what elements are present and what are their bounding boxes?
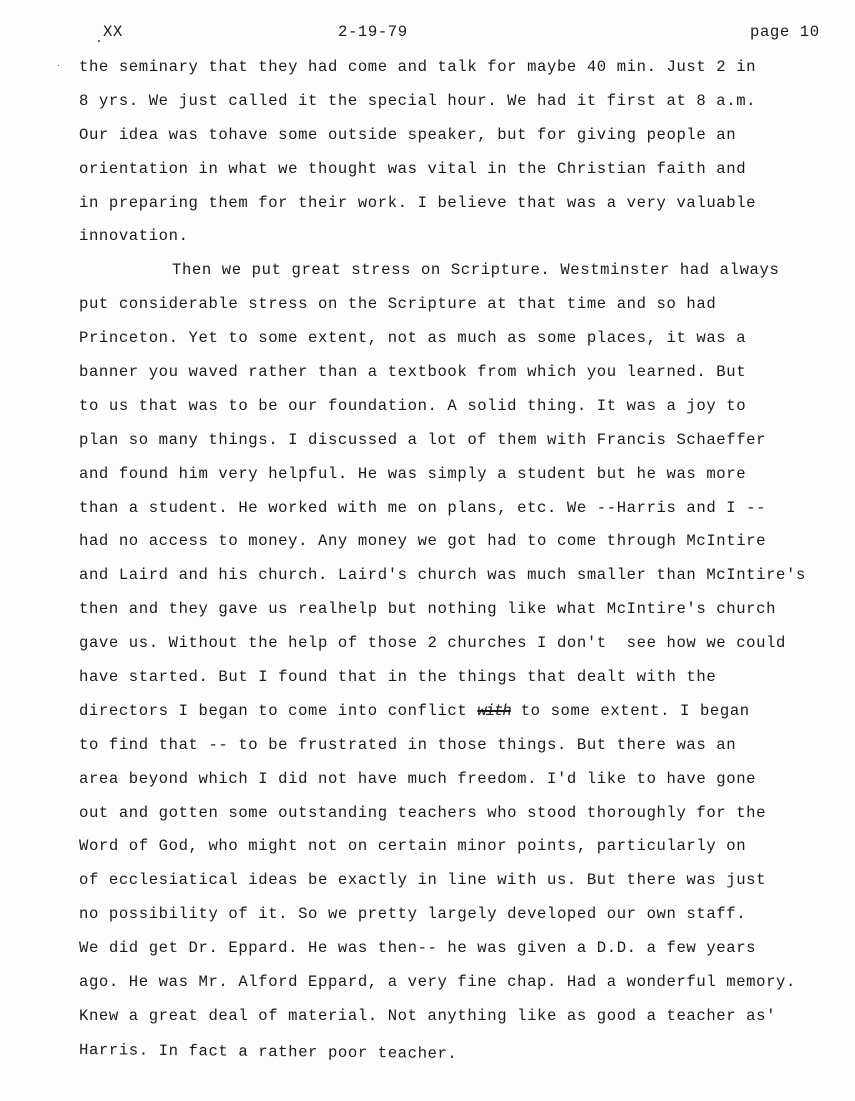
text-line: plan so many things. I discussed a lot of them with Francis Schaeffer	[79, 430, 767, 449]
text-line: gave us. Without the help of those 2 churches I don't see how we could	[79, 634, 787, 653]
text-line: in preparing them for their work. I believe that was a very valuable	[79, 193, 757, 212]
text-line-with-strikeout	[79, 700, 839, 734]
text-line: Princeton. Yet to some extent, not as much as some places, it was a	[79, 329, 747, 348]
ink-speck	[58, 65, 59, 66]
text-line: orientation in what we thought was vital in the Christian faith and	[79, 159, 747, 178]
text-line: innovation.	[79, 227, 189, 246]
paragraph-start-line: Then we put great stress on Scripture. Westminster had always	[172, 261, 780, 280]
text-line: the seminary that they had come and talk for maybe 40 min. Just 2 in	[79, 58, 757, 76]
text-line: Knew a great deal of material. Not anything like as good a teacher as'	[79, 1006, 777, 1025]
text-line: out and gotten some outstanding teachers who stood thoroughly for the	[79, 803, 767, 822]
text-line: area beyond which I did not have much freedom. I'd like to have gone	[79, 769, 757, 788]
header-code: XX	[103, 23, 123, 41]
text-line: to find that -- to be frustrated in those things. But there was an	[79, 735, 737, 754]
text-line: ago. He was Mr. Alford Eppard, a very fine chap. Had a wonderful memory.	[79, 973, 796, 992]
text-segment: to some extent. I began	[510, 701, 750, 720]
text-line: We did get Dr. Eppard. He was then-- he was given a D.D. a few years	[79, 939, 757, 958]
text-line: than a student. He worked with me on plans, etc. We --Harris and I --	[79, 498, 767, 517]
text-line: then and they gave us realhelp but nothing like what McIntire's church	[79, 600, 777, 619]
text-line: Our idea was tohave some outside speaker, but for giving people an	[79, 125, 737, 144]
text-line: banner you waved rather than a textbook from which you learned. But	[79, 363, 747, 382]
header-page-number: page 10	[750, 23, 820, 41]
text-line: Word of God, who might not on certain minor points, particularly on	[79, 837, 747, 856]
header-date: 2-19-79	[338, 23, 408, 41]
text-line: of ecclesiatical ideas be exactly in line with us. But there was just	[79, 871, 767, 890]
text-line: Harris. In fact a rather poor teacher.	[78, 1040, 458, 1063]
struck-out-word: with	[477, 701, 511, 720]
text-segment: directors I began to come into conflict	[79, 701, 468, 720]
body-text	[79, 56, 839, 1073]
text-line: have started. But I found that in the things that dealt with the	[79, 668, 717, 687]
text-line: no possibility of it. So we pretty largely developed our own staff.	[79, 905, 747, 924]
text-line: to us that was to be our foundation. A solid thing. It was a joy to	[79, 396, 747, 415]
text-line: and Laird and his church. Laird's church was much smaller than McIntire's	[79, 566, 806, 585]
text-line: 8 yrs. We just called it the special hour. We had it first at 8 a.m.	[79, 91, 757, 110]
text-line: had no access to money. Any money we got had to come through McIntire	[79, 532, 767, 551]
text-line: and found him very helpful. He was simply a student but he was more	[79, 464, 747, 483]
ink-speck	[98, 40, 100, 42]
text-line: put considerable stress on the Scripture at that time and so had	[79, 295, 717, 314]
